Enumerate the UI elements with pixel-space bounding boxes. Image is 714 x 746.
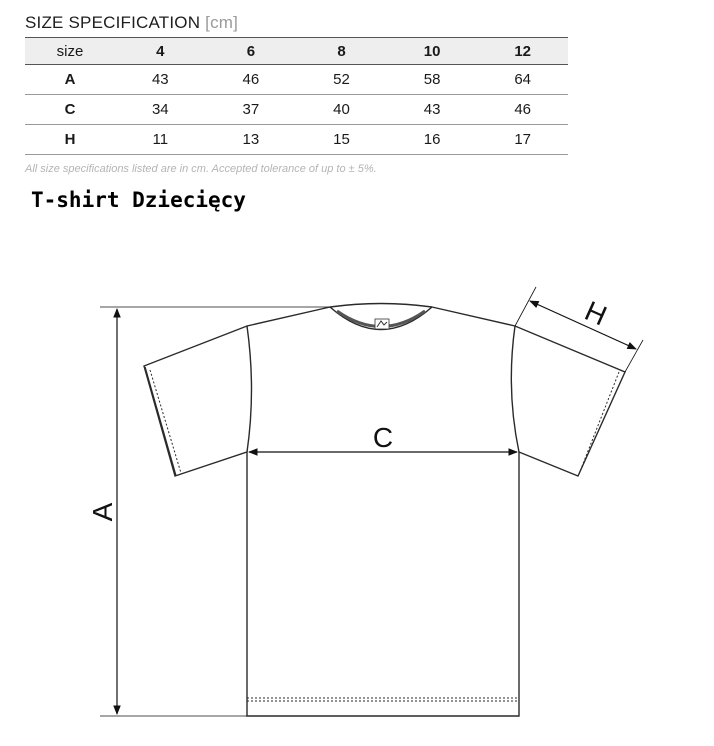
row-label: H bbox=[25, 125, 115, 155]
header-cell: 6 bbox=[206, 38, 297, 65]
table-cell: 46 bbox=[477, 95, 568, 125]
tshirt-outline bbox=[144, 304, 625, 717]
table-cell: 16 bbox=[387, 125, 478, 155]
neck-label-icon bbox=[375, 319, 389, 329]
header-cell: 8 bbox=[296, 38, 387, 65]
table-cell: 17 bbox=[477, 125, 568, 155]
header-cell: size bbox=[25, 38, 115, 65]
table-cell: 43 bbox=[115, 65, 206, 95]
header-cell: 10 bbox=[387, 38, 478, 65]
tolerance-note: All size specifications listed are in cm. Accepted tolerance of up to ± 5%. bbox=[25, 163, 377, 175]
table-cell: 37 bbox=[206, 95, 297, 125]
table-cell: 52 bbox=[296, 65, 387, 95]
table-cell: 15 bbox=[296, 125, 387, 155]
table-cell: 13 bbox=[206, 125, 297, 155]
table-cell: 11 bbox=[115, 125, 206, 155]
table-cell: 64 bbox=[477, 65, 568, 95]
header-cell: 12 bbox=[477, 38, 568, 65]
spec-unit: [cm] bbox=[205, 13, 239, 32]
table-cell: 40 bbox=[296, 95, 387, 125]
dimension-a-label: A bbox=[87, 502, 118, 522]
spec-title-text: SIZE SPECIFICATION bbox=[25, 13, 201, 32]
header-cell: 4 bbox=[115, 38, 206, 65]
table-cell: 34 bbox=[115, 95, 206, 125]
dimension-h-label: H bbox=[580, 295, 612, 332]
table-cell: 43 bbox=[387, 95, 478, 125]
dimension-c-label: C bbox=[372, 422, 394, 453]
row-label: A bbox=[25, 65, 115, 95]
dimension-h-line bbox=[530, 301, 636, 349]
table-cell: 58 bbox=[387, 65, 478, 95]
row-label: C bbox=[25, 95, 115, 125]
table-cell: 46 bbox=[206, 65, 297, 95]
product-title: T-shirt Dziecięcy bbox=[31, 188, 246, 212]
